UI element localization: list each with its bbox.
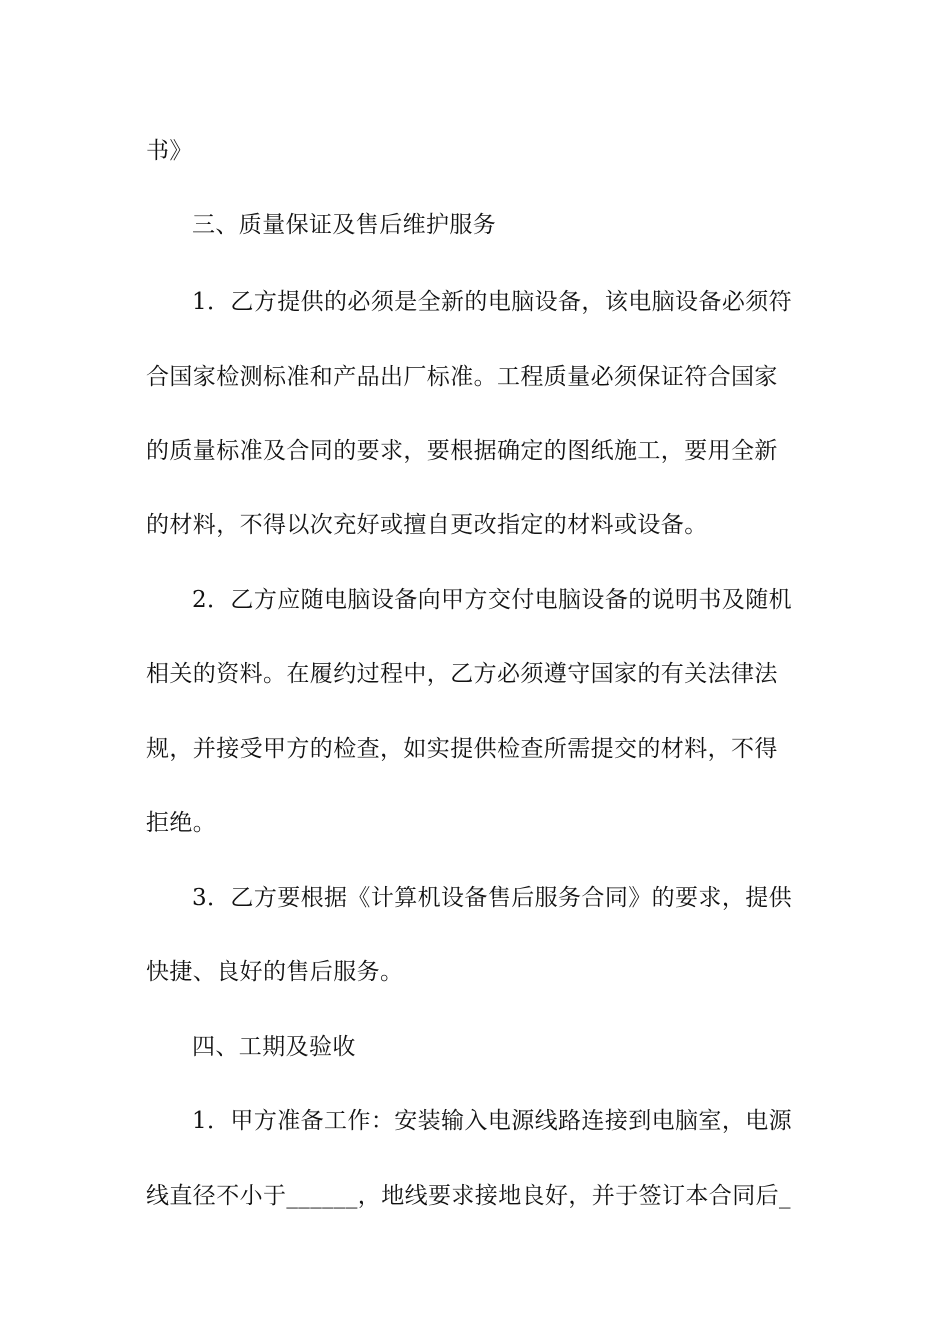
text-line: 2．乙方应随电脑设备向甲方交付电脑设备的说明书及随机	[192, 587, 793, 613]
text-line: 规，并接受甲方的检查，如实提供检查所需提交的材料，不得	[146, 736, 778, 762]
text-line: 的质量标准及合同的要求，要根据确定的图纸施工，要用全新	[146, 438, 778, 464]
text-line: 3．乙方要根据《计算机设备售后服务合同》的要求，提供	[192, 885, 793, 911]
text-line: 快捷、良好的售后服务。	[146, 959, 404, 985]
text-line: 线直径不小于______，地线要求接地良好，并于签订本合同后_	[146, 1183, 791, 1209]
section-heading-quality: 三、质量保证及售后维护服务	[192, 212, 497, 238]
text-line: 的材料，不得以次充好或擅自更改指定的材料或设备。	[146, 512, 708, 538]
text-line: 拒绝。	[146, 810, 217, 836]
text-line: 合国家检测标准和产品出厂标准。工程质量必须保证符合国家	[146, 364, 778, 390]
text-line: 1．甲方准备工作：安装输入电源线路连接到电脑室，电源	[192, 1108, 793, 1134]
text-line: 相关的资料。在履约过程中，乙方必须遵守国家的有关法律法	[146, 661, 778, 687]
text-line: 1．乙方提供的必须是全新的电脑设备，该电脑设备必须符	[192, 289, 793, 315]
section-heading-schedule: 四、工期及验收	[192, 1034, 356, 1060]
text-line-continuation: 书》	[146, 138, 193, 164]
